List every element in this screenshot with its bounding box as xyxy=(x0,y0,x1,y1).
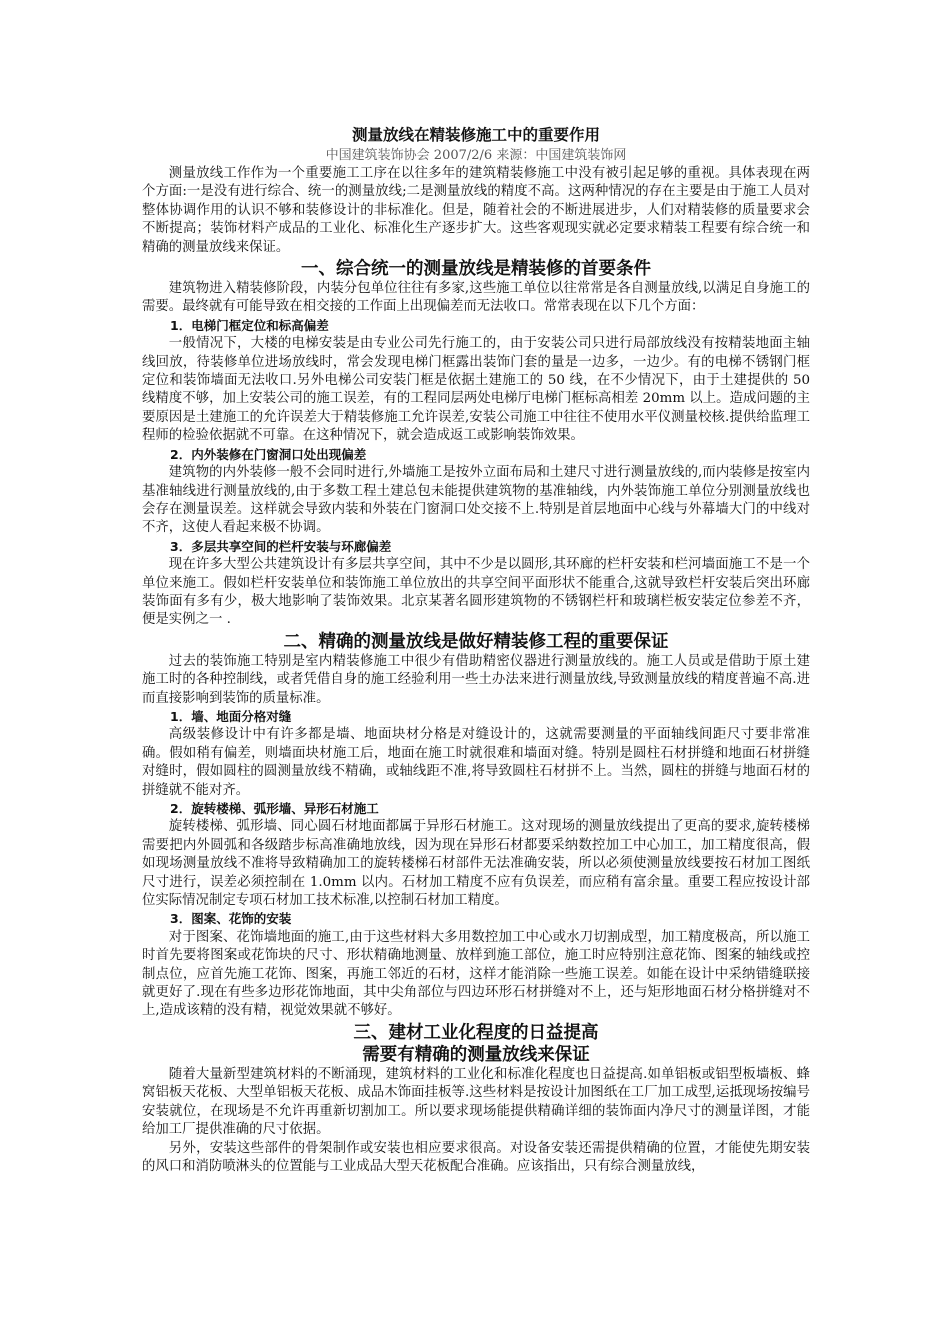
section-1-heading: 一、综合统一的测量放线是精装修的首要条件 xyxy=(301,259,651,280)
section-2-sub-1-paragraph: 高级装修设计中有许多都是墙、地面块材分格是对缝设计的，这就需要测量的平面轴线间距尺寸要非常准确。假如稍有偏差，则墙面块材施工后，地面在施工时就很难和墙面对缝。特别是圆柱石材拼缝和地面石材拼缝对缝时，假如圆柱的圆测量放线不精确，或轴线距不准,将导致圆柱石材拼不上。当然，圆柱的拼缝与地面石材的拼缝就不能对齐。 xyxy=(142,727,810,798)
document-title: 测量放线在精装修施工中的重要作用 xyxy=(351,125,600,144)
document-page xyxy=(142,122,810,1176)
section-3-paragraph-2: 另外，安装这些部件的骨架制作或安装也相应要求很高。对设备安装还需提供精确的位置，才能使先期安装的风口和消防喷淋头的位置能与工业成品大型天花板配合准确。应该指出，只有综合测量放线， xyxy=(142,1140,810,1174)
section-1-sub-1-paragraph: 一般情况下，大楼的电梯安装是由专业公司先行施工的，由于安装公司只进行局部放线没有按精装地面主轴线回放，待装修单位进场放线时，常会发现电梯门框露出装饰门套的量是一边多，一边少。有的电梯不锈钢门框定位和装饰墙面无法收口.另外电梯公司安装门框是依据土建施工的 50 线，在不少情况下，由于土建提供的 50 线精度不够，加上安装公司的施工误差，有的工程同层两处电梯厅电梯门框标高相差 20mm 以上。造成问题的主要原因是土建施工的允许误差大于精装修施工允许误差,安装公司施工中往往不使用水平仪测量校核.提供给监理工程师的检验依据就不可靠。在这种情况下，就会造成返工或影响装饰效果。 xyxy=(142,336,810,444)
section-2-paragraph: 过去的装饰施工特别是室内精装修施工中很少有借助精密仪器进行测量放线的。施工人员或是借助于原土建施工时的各种控制线，或者凭借自身的施工经验利用一些土办法来进行测量放线,导致测量放线的精度普遍不高.进而直接影响到装饰的质量标准。 xyxy=(142,653,810,706)
section-3-heading-line-2: 需要有精确的测量放线来保证 xyxy=(362,1044,590,1065)
section-3-heading-line-1: 三、建材工业化程度的日益提高 xyxy=(353,1022,599,1043)
section-2-sub-1-heading: 1．墙、地面分格对缝 xyxy=(170,708,292,724)
section-1-sub-2-heading: 2．内外装修在门窗洞口处出现偏差 xyxy=(170,446,367,462)
section-1-sub-3-paragraph: 现在许多大型公共建筑设计有多层共享空间，其中不少是以圆形,其环廊的栏杆安装和栏河墙面施工不是一个单位来施工。假如栏杆安装单位和装饰施工单位放出的共享空间平面形状不能重合,这就导致栏杆安装后突出环廊装饰面有多有少，极大地影响了装饰效果。北京某著名圆形建筑物的不锈钢栏杆和玻璃栏板安装定位参差不齐，便是实例之一 . xyxy=(142,557,810,628)
section-3-paragraph-1: 随着大量新型建筑材料的不断涌现，建筑材料的工业化和标准化程度也日益提高.如单铝板或铝型板墙板、蜂窝铝板天花板、大型单铝板天花板、成品木饰面挂板等.这些材料是按设计加图纸在工厂加工成型,运抵现场按编号安装就位，在现场是不允许再重新切割加工。所以要求现场能提供精确详细的装饰面内净尺寸的测量详图，才能给加工厂提供准确的尺寸依据。 xyxy=(142,1066,810,1138)
section-2-heading: 二、精确的测量放线是做好精装修工程的重要保证 xyxy=(283,631,669,652)
section-1-paragraph: 建筑物进入精装修阶段，内装分包单位往往有多家,这些施工单位以往常常是各自测量放线,以满足自身施工的需要。最终就有可能导致在相交接的工作面上出现偏差而无法收口。常常表现在以下几个方面： xyxy=(142,281,810,315)
intro-paragraph: 测量放线工作作为一个重要施工工序在以往多年的建筑精装修施工中没有被引起足够的重视。具体表现在两个方面:一是没有进行综合、统一的测量放线;二是测量放线的精度不高。这两种情况的存在主要是由于施工人员对整体协调作用的认识不够和装修设计的非标准化。但是，随着社会的不断进展进步，人们对精装修的质量要求会不断提高；装饰材料产成品的工业化、标准化生产逐步扩大。这些客观现实就必定要求精装工程要有综合统一和精确的测量放线来保证。 xyxy=(142,166,810,255)
section-2-sub-3-heading: 3．图案、花饰的安装 xyxy=(170,911,292,927)
section-2-sub-2-paragraph: 旋转楼梯、弧形墙、同心圆石材地面都属于异形石材施工。这对现场的测量放线提出了更高的要求,旋转楼梯需要把内外圆弧和各级踏步标高准确地放线，因为现在异形石材都要采纳数控加工中心加工，加工精度很高，假如现场测量放线不准将导致精确加工的旋转楼梯石材部件无法准确安装，所以必须使测量放线要按石材加工图纸尺寸进行，误差必须控制在 1.0mm 以内。石材加工精度不应有负误差，而应稍有富余量。重要工程应按设计部位实际情况制定专项石材加工技术标准,以控制石材加工精度。 xyxy=(142,819,810,909)
section-1-sub-2-paragraph: 建筑物的内外装修一般不会同时进行,外墙施工是按外立面布局和土建尺寸进行测量放线的,而内装修是按室内基准轴线进行测量放线的,由于多数工程土建总包未能提供建筑物的基准轴线，内外装饰施工单位分别测量放线也会存在测量误差。这样就会导致内装和外装在门窗洞口处交接不上.特别是首层地面中心线与外幕墙大门的中线对不齐，这使人看起来极不协调。 xyxy=(142,465,810,536)
section-1-sub-1-heading: 1．电梯门框定位和标高偏差 xyxy=(170,317,329,333)
document-meta: 中国建筑装饰协会 2007/2/6 来源：中国建筑装饰网 xyxy=(325,148,627,163)
section-2-sub-2-heading: 2．旋转楼梯、弧形墙、异形石材施工 xyxy=(170,801,379,816)
section-1-sub-3-heading: 3．多层共享空间的栏杆安装与环廊偏差 xyxy=(170,538,392,554)
section-2-sub-3-paragraph: 对于图案、花饰墙地面的施工,由于这些材料大多用数控加工中心或水刀切割成型，加工精度极高，所以施工时首先要将图案或花饰块的尺寸、形状精确地测量、放样到施工部位，施工时应特别注意花饰、图案的轴线或控制点位，应首先施工花饰、图案，再施工邻近的石材，这样才能消除一些施工误差。如能在设计中采纳错缝联接就更好了.现在有些多边形花饰地面，其中尖角部位与四边环形石材拼缝对不上，还与矩形地面石材分格拼缝对不上,造成该精的没有精，视觉效果就不够好。 xyxy=(142,929,810,1019)
